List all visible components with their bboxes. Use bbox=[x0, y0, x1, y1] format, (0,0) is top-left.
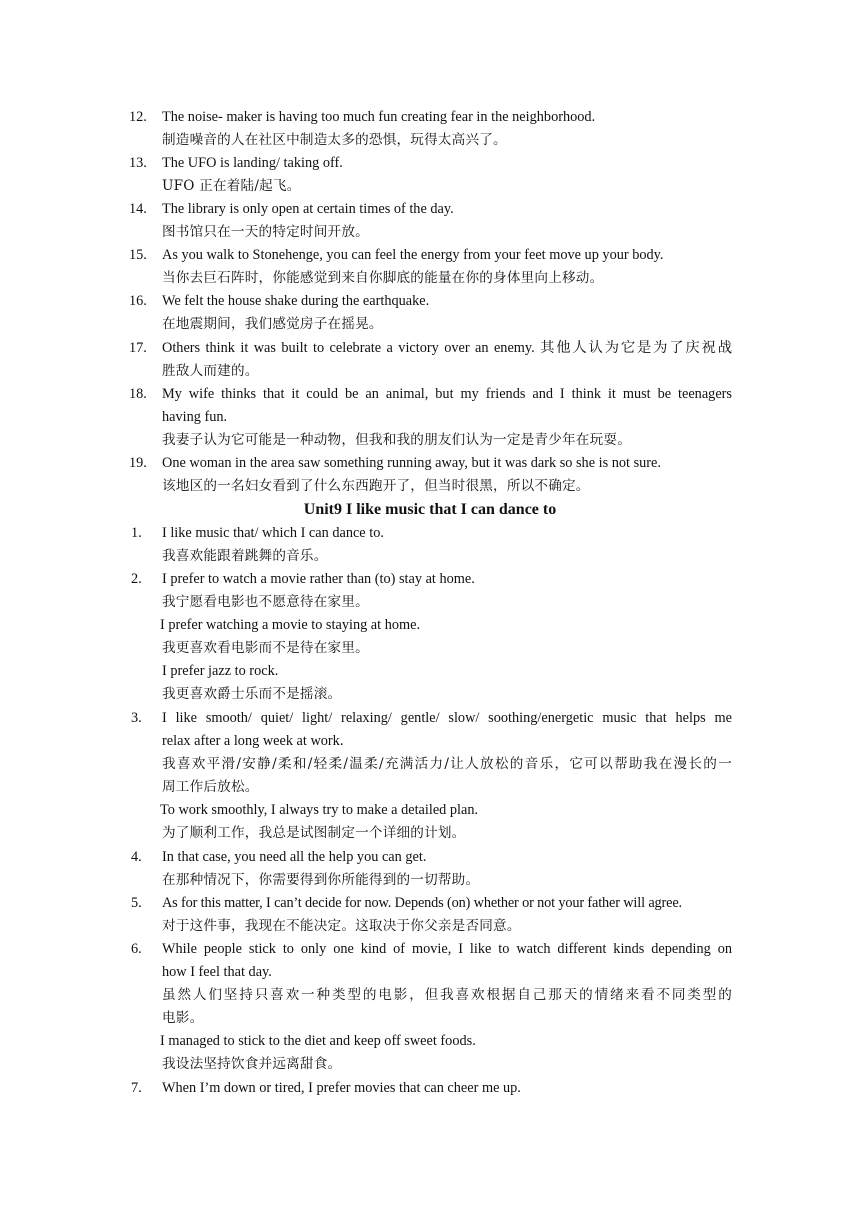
item-number: 2. bbox=[131, 571, 142, 587]
item-number: 1. bbox=[131, 525, 142, 541]
item-line: When I’m down or tired, I prefer movies that can cheer me up. bbox=[162, 1080, 521, 1096]
item-line: I like music that/ which I can dance to. bbox=[162, 525, 384, 541]
list-item bbox=[162, 337, 732, 383]
item-line-chinese: 我更喜欢爵士乐而不是摇滚。 bbox=[162, 686, 342, 702]
list-item bbox=[162, 290, 732, 336]
item-line: As you walk to Stonehenge, you can feel the energy from your feet move up your body. bbox=[162, 247, 664, 263]
item-line: I managed to stick to the diet and keep off sweet foods. bbox=[160, 1033, 476, 1049]
item-line-chinese: 胜敌人而建的。 bbox=[162, 363, 259, 379]
item-number: 19. bbox=[129, 455, 147, 471]
item-line: I prefer jazz to rock. bbox=[162, 663, 279, 679]
list-item bbox=[162, 198, 732, 244]
list-item bbox=[162, 1077, 732, 1100]
item-line: My wife thinks that it could be an animal, but my friends and I think it must be teenagers bbox=[162, 386, 732, 402]
item-line-chinese: 为了顺利工作，我总是试图制定一个详细的计划。 bbox=[162, 825, 466, 841]
item-line: how I feel that day. bbox=[162, 964, 272, 980]
item-line-chinese: 我喜欢能跟着跳舞的音乐。 bbox=[162, 548, 328, 564]
item-number: 3. bbox=[131, 710, 142, 726]
item-number: 5. bbox=[131, 895, 142, 911]
item-line-chinese: 制造噪音的人在社区中制造太多的恐惧，玩得太高兴了。 bbox=[162, 132, 507, 148]
item-number: 6. bbox=[131, 941, 142, 957]
list-item bbox=[162, 846, 732, 892]
item-line-chinese: 电影。 bbox=[162, 1010, 204, 1026]
item-line: As for this matter, I can’t decide for now. Depends (on) whether or not your father will agree. bbox=[162, 895, 682, 911]
item-number: 18. bbox=[129, 386, 147, 402]
list-item bbox=[162, 522, 732, 568]
unit-heading: Unit9 I like music that I can dance to bbox=[303, 501, 557, 518]
item-line-chinese: 当你去巨石阵时，你能感觉到来自你脚底的能量在你的身体里向上移动。 bbox=[162, 270, 604, 286]
item-number: 16. bbox=[129, 293, 147, 309]
item-number: 14. bbox=[129, 201, 147, 217]
item-number: 17. bbox=[129, 340, 147, 356]
item-line: I like smooth/ quiet/ light/ relaxing/ gentle/ slow/ soothing/energetic music that helps me bbox=[162, 710, 732, 726]
item-line-chinese: 虽然人们坚持只喜欢一种类型的电影，但我喜欢根据自己那天的情绪来看不同类型的 bbox=[162, 987, 732, 1003]
item-line-chinese: 对于这件事，我现在不能决定。这取决于你父亲是否同意。 bbox=[162, 918, 521, 934]
item-number: 15. bbox=[129, 247, 147, 263]
item-number: 13. bbox=[129, 155, 147, 171]
item-line-chinese: 我设法坚持饮食并远离甜食。 bbox=[162, 1056, 342, 1072]
item-line: While people stick to only one kind of movie, I like to watch different kinds depending on bbox=[162, 941, 732, 957]
list-item bbox=[162, 707, 732, 845]
item-line: I prefer to watch a movie rather than (to) stay at home. bbox=[162, 571, 475, 587]
item-line-chinese: 在地震期间，我们感觉房子在摇晃。 bbox=[162, 316, 383, 332]
list-item bbox=[162, 892, 732, 938]
item-line: To work smoothly, I always try to make a detailed plan. bbox=[160, 802, 479, 818]
item-line-chinese: 在那种情况下，你需要得到你所能得到的一切帮助。 bbox=[162, 872, 480, 888]
list-item bbox=[162, 938, 732, 1076]
item-line: having fun. bbox=[162, 409, 228, 425]
item-line-chinese: 我妻子认为它可能是一种动物，但我和我的朋友们认为一定是青少年在玩耍。 bbox=[162, 432, 631, 448]
item-line: Others think it was built to celebrate a victory over an enemy. 其他人认为它是为了庆祝战 bbox=[162, 340, 732, 356]
item-line: We felt the house shake during the earthquake. bbox=[162, 293, 430, 309]
item-line: I prefer watching a movie to staying at home. bbox=[160, 617, 421, 633]
list-item bbox=[162, 568, 732, 706]
item-line-chinese: 我更喜欢看电影而不是待在家里。 bbox=[162, 640, 369, 656]
item-line: The library is only open at certain times of the day. bbox=[162, 201, 454, 217]
item-line-chinese: UFO 正在着陆/起飞。 bbox=[162, 178, 301, 194]
list-item bbox=[162, 152, 732, 198]
item-number: 7. bbox=[131, 1080, 142, 1096]
item-line-chinese: 周工作后放松。 bbox=[162, 779, 259, 795]
item-line: In that case, you need all the help you can get. bbox=[162, 849, 427, 865]
item-line-chinese: 该地区的一名妇女看到了什么东西跑开了，但当时很黑，所以不确定。 bbox=[162, 478, 590, 494]
item-line-chinese: 图书馆只在一天的特定时间开放。 bbox=[162, 224, 369, 240]
list-item bbox=[162, 106, 732, 152]
item-line: The UFO is landing/ taking off. bbox=[162, 155, 343, 171]
list-item bbox=[162, 244, 732, 290]
item-line: The noise- maker is having too much fun creating fear in the neighborhood. bbox=[162, 109, 596, 125]
item-line: One woman in the area saw something running away, but it was dark so she is not sure. bbox=[162, 455, 661, 471]
list-item bbox=[162, 452, 732, 498]
item-line-chinese: 我宁愿看电影也不愿意待在家里。 bbox=[162, 594, 369, 610]
item-line-chinese: 我喜欢平滑/安静/柔和/轻柔/温柔/充满活力/让人放松的音乐，它可以帮助我在漫长的一 bbox=[162, 756, 732, 772]
list-item bbox=[162, 383, 732, 452]
item-number: 4. bbox=[131, 849, 142, 865]
item-line: relax after a long week at work. bbox=[162, 733, 344, 749]
item-number: 12. bbox=[129, 109, 147, 125]
